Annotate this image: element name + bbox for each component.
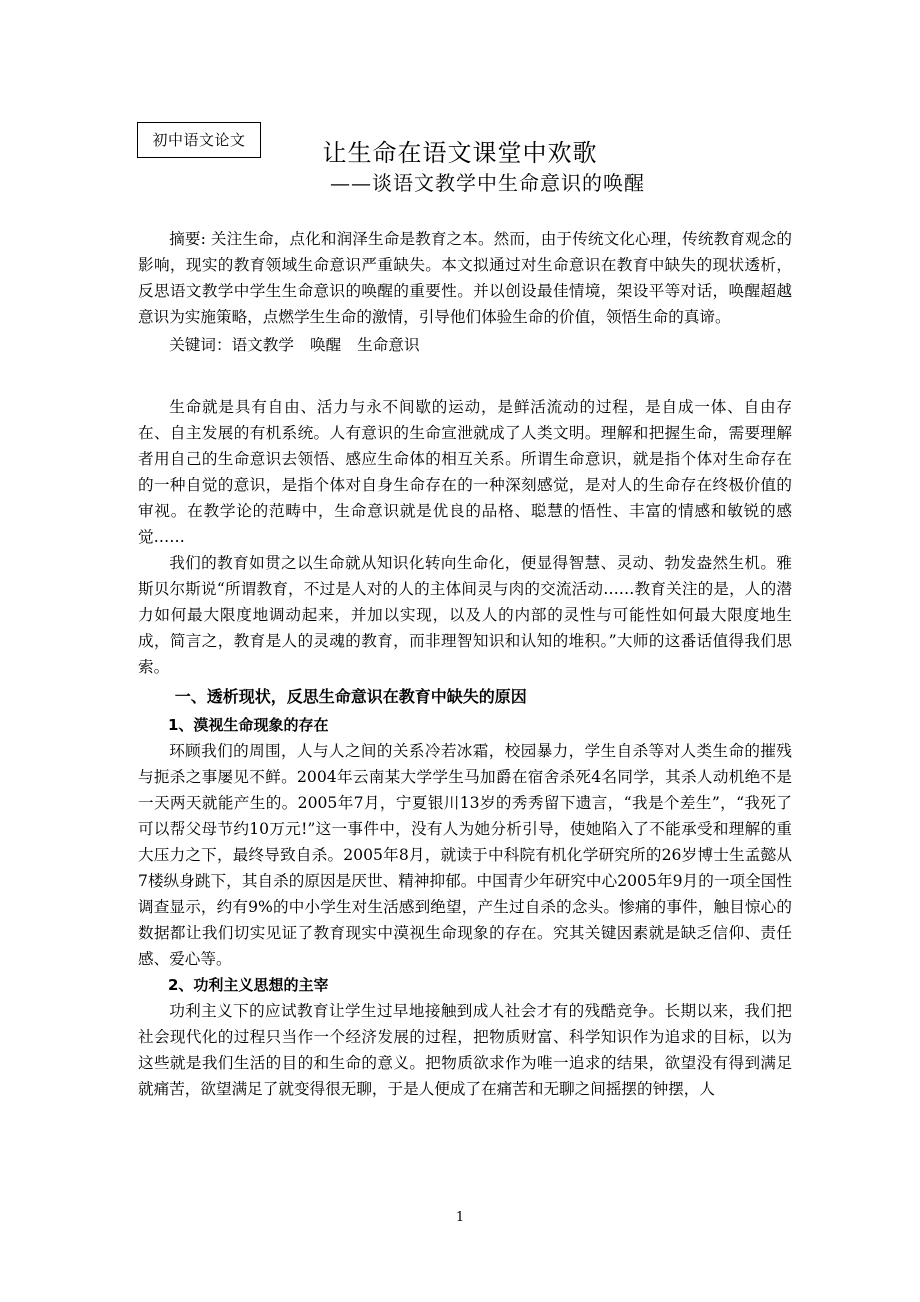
keywords-line	[138, 332, 792, 358]
intro-paragraph-2: 我们的教育如贯之以生命就从知识化转向生命化，便显得智慧、灵动、勃发盎然生机。雅斯贝尔斯说“所谓教育，不过是人对的人的主体间灵与肉的交流活动……教育关注的是，人的潜力如何最大限度地调动起来，并加以实现，以及人的内部的灵性与可能性如何最大限度地生成，简言之，教育是人的灵魂的教育，而非理智知识和认知的堆积。”大师的这番话值得我们思索。	[138, 554, 792, 676]
abstract-paragraph: 摘要: 关注生命，点化和润泽生命是教育之本。然而，由于传统文化心理，传统教育观念的影响，现实的教育领域生命意识严重缺失。本文拟通过对生命意识在教育中缺失的现状透析，反思语文教学中学生生命意识的唤醒的重要性。并以创设最佳情境，架设平等对话，唤醒超越意识为实施策略，点燃学生生命的激情，引导他们体验生命的价值，领悟生命的真谛。	[138, 230, 792, 326]
document-subtitle: ——谈语文教学中生命意识的唤醒	[330, 171, 645, 195]
page-number: 1	[455, 1210, 465, 1225]
keyword-item: 生命意识	[357, 336, 420, 354]
keyword-item: 语文教学	[231, 336, 294, 354]
document-body	[138, 226, 792, 1102]
category-label-box: 初中语文论文	[137, 122, 261, 158]
keywords-label: 关键词：	[169, 336, 232, 354]
section-heading-1: 一、透析现状，反思生命意识在教育中缺失的原因	[174, 687, 527, 706]
keyword-item: 唤醒	[309, 336, 342, 354]
document-title	[0, 136, 920, 170]
subsection-paragraph-2: 功利主义下的应试教育让学生过早地接触到成人社会才有的残酷竞争。长期以来，我们把社会现代化的过程只当作一个经济发展的过程，把物质财富、科学知识作为追求的目标，以为这些就是我们生活的目的和生命的意义。把物质欲求作为唯一追求的结果，欲望没有得到满足就痛苦，欲望满足了就变得很无聊，于是人便成了在痛苦和无聊之间摇摆的钟摆，人	[138, 1002, 792, 1098]
subsection-heading-1: 1、漠视生命现象的存在	[168, 716, 329, 734]
subsection-paragraph-1: 环顾我们的周围，人与人之间的关系冷若冰霜，校园暴力，学生自杀等对人类生命的摧残与扼杀之事屡见不鲜。2004年云南某大学学生马加爵在宿舍杀死4名同学，其杀人动机绝不是一天两天就能产生的。2005年7月，宁夏银川13岁的秀秀留下遗言，“我是个差生”，“我死了可以帮父母节约10万元!”这一事件中，没有人为她分析引导，使她陷入了不能承受和理解的重大压力之下，最终导致自杀。2005年8月，就读于中科院有机化学研究所的26岁博士生孟懿从7楼纵身跳下，其自杀的原因是厌世、精神抑郁。中国青少年研究中心2005年9月的一项全国性调查显示，约有9%的中小学生对生活感到绝望，产生过自杀的念头。惨痛的事件，触目惊心的数据都让我们切实见证了教育现实中漠视生命现象的存在。究其关键因素就是缺乏信仰、责任感、爱心等。	[138, 742, 792, 968]
intro-paragraph-1: 生命就是具有自由、活力与永不间歇的运动，是鲜活流动的过程，是自成一体、自由存在、自主发展的有机系统。人有意识的生命宣泄就成了人类文明。理解和把握生命，需要理解者用自己的生命意识去领悟、感应生命体的相互关系。所谓生命意识，就是指个体对生命存在的一种自觉的意识，是指个体对自身生命存在的一种深刻感觉，是对人的生命存在终极价值的审视。在教学论的范畴中，生命意识就是优良的品格、聪慧的悟性、丰富的情感和敏锐的感觉……	[138, 398, 792, 546]
subsection-heading-2: 2、功利主义思想的主宰	[168, 976, 329, 994]
section-spacer	[138, 358, 792, 394]
title-text: 让生命在语文课堂中欢歌	[322, 139, 598, 167]
